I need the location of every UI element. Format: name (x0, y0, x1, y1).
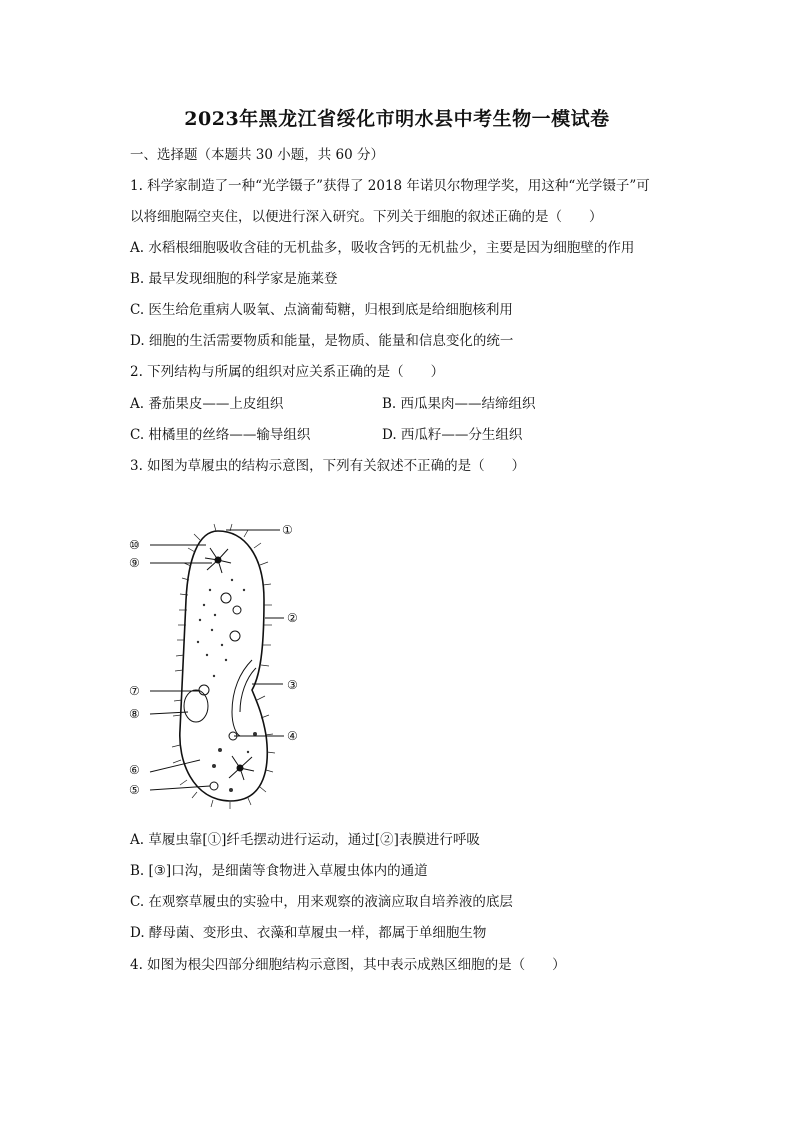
q2-stem: 2. 下列结构与所属的组织对应关系正确的是（ ） (130, 364, 445, 380)
anal-pore (210, 782, 218, 790)
q1-option-d: D. 细胞的生活需要物质和能量，是物质、能量和信息变化的统一 (130, 333, 514, 349)
label-7: ⑦ (129, 684, 140, 698)
oral-groove-inner (240, 668, 256, 712)
q1-stem-line2: 以将细胞隔空夹住，以便进行深入研究。下列关于细胞的叙述正确的是（ ） (130, 209, 603, 225)
q2-option-b: B. 西瓜果肉——结缔组织 (382, 396, 536, 412)
label-9: ⑨ (129, 556, 140, 570)
cell-outline (180, 531, 267, 801)
q1-stem-line1: 1. 科学家制造了一种“光学镊子”获得了 2018 年诺贝尔物理学奖，用这种“光学镊子”可 (130, 178, 650, 194)
q1-option-a: A. 水稻根细胞吸收含硅的无机盐多，吸收含钙的无机盐少，主要是因为细胞壁的作用 (130, 240, 635, 256)
label-1: ① (282, 523, 293, 537)
food-vacuole-3 (233, 606, 241, 614)
label-5: ⑤ (129, 783, 140, 797)
q1-option-c: C. 医生给危重病人吸氧、点滴葡萄糖，归根到底是给细胞核利用 (130, 302, 513, 318)
label-3: ③ (287, 678, 298, 692)
label-2: ② (287, 611, 298, 625)
label-8: ⑧ (129, 707, 140, 721)
label-10: ⑩ (129, 538, 140, 552)
q2-option-c: C. 柑橘里的丝络——输导组织 (130, 427, 311, 443)
q3-option-d: D. 酵母菌、变形虫、衣藻和草履虫一样，都属于单细胞生物 (130, 925, 487, 941)
exam-title: 2023年黑龙江省绥化市明水县中考生物一模试卷 (184, 108, 610, 130)
contractile-vacuole-bottom (229, 756, 254, 780)
q1-option-b: B. 最早发现细胞的科学家是施莱登 (130, 271, 338, 287)
q2-option-d: D. 西瓜籽——分生组织 (382, 427, 523, 443)
label-6: ⑥ (129, 763, 140, 777)
leader-lines (150, 530, 284, 790)
food-vacuole-2 (230, 631, 240, 641)
q3-option-c: C. 在观察草履虫的实验中，用来观察的液滴应取自培养液的底层 (130, 894, 513, 910)
section-heading: 一、选择题（本题共 30 小题，共 60 分） (130, 147, 385, 163)
q2-option-a: A. 番茄果皮——上皮组织 (130, 396, 284, 412)
q3-option-b: B. [③]口沟，是细菌等食物进入草履虫体内的通道 (130, 863, 428, 879)
contractile-vacuole-top (205, 548, 231, 573)
food-vacuole-1 (221, 593, 231, 603)
q4-stem: 4. 如图为根尖四部分细胞结构示意图，其中表示成熟区细胞的是（ ） (130, 957, 566, 973)
paramecium-diagram (125, 515, 310, 810)
q3-stem: 3. 如图为草履虫的结构示意图，下列有关叙述不正确的是（ ） (130, 458, 526, 474)
q3-option-a: A. 草履虫靠[①]纤毛摆动进行运动，通过[②]表膜进行呼吸 (130, 832, 480, 848)
oral-groove (232, 660, 252, 736)
label-4: ④ (287, 729, 298, 743)
